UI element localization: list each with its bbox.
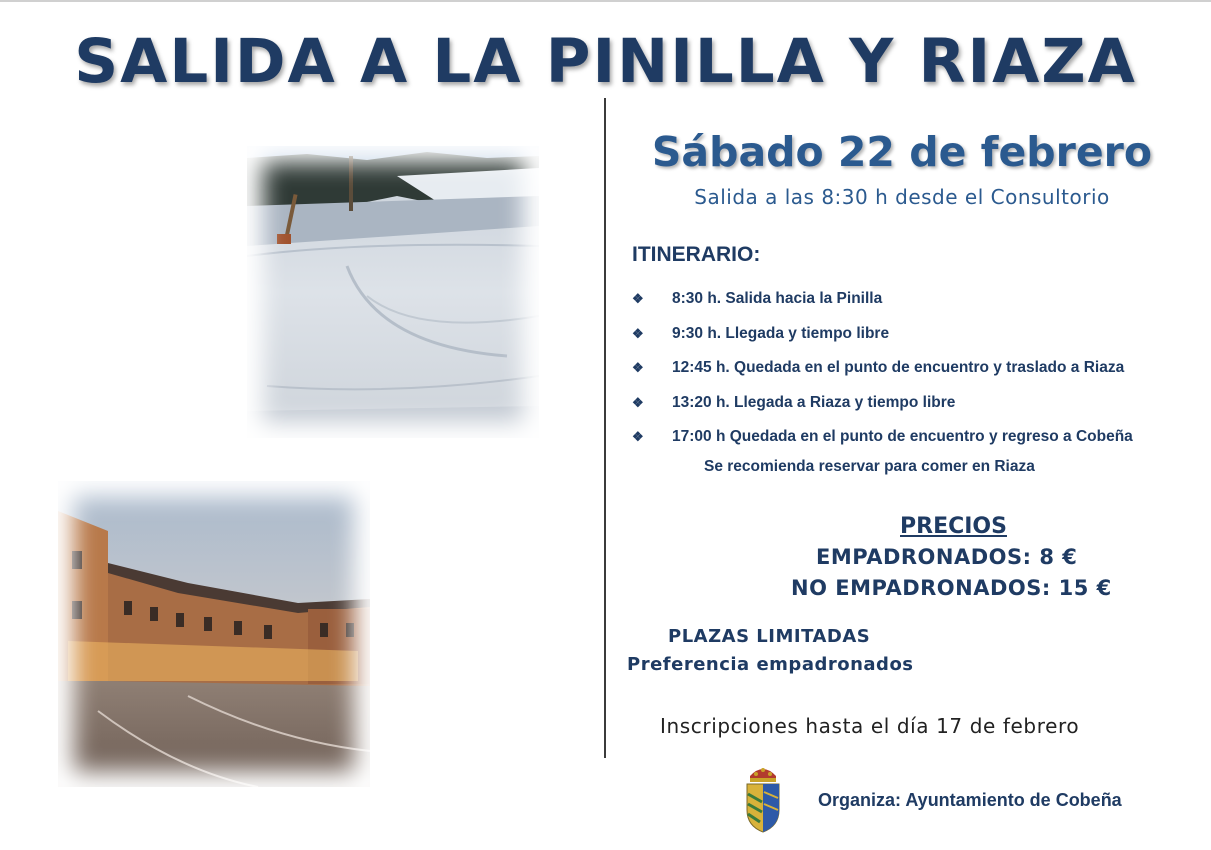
itinerary-item <box>632 386 1133 421</box>
diamond-bullet-icon: ❖ <box>632 325 644 341</box>
ski-slope-photo <box>247 146 539 438</box>
price-registered: EMPADRONADOS: 8 € <box>816 545 1078 569</box>
itinerary-item <box>632 351 1133 386</box>
organizer: Organiza: Ayuntamiento de Cobeña <box>818 790 1122 810</box>
itinerary-heading: ITINERARIO: <box>632 243 761 266</box>
itinerary-item <box>632 420 1133 455</box>
page-title: SALIDA A LA PINILLA Y RIAZA <box>74 26 1137 97</box>
diamond-bullet-icon: ❖ <box>632 429 644 445</box>
top-rule <box>0 0 1211 2</box>
itinerary-item <box>632 282 1133 317</box>
registration-deadline: Inscripciones hasta el día 17 de febrero <box>660 714 1080 738</box>
itinerary-item <box>632 317 1133 352</box>
itinerary-item-text: 9:30 h. Llegada y tiempo libre <box>672 324 890 342</box>
event-date: Sábado 22 de febrero <box>651 128 1153 176</box>
price-non-registered: NO EMPADRONADOS: 15 € <box>791 576 1112 600</box>
itinerary-item-text: 8:30 h. Salida hacia la Pinilla <box>672 290 883 308</box>
itinerary-item-text: 12:45 h. Quedada en el punto de encuentro y traslado a Riaza <box>672 359 1125 377</box>
town-square-photo <box>58 481 370 787</box>
diamond-bullet-icon: ❖ <box>632 291 644 307</box>
prices-heading: PRECIOS <box>900 514 1007 539</box>
coat-of-arms-icon <box>742 762 784 834</box>
diamond-bullet-icon: ❖ <box>632 360 644 376</box>
itinerary-list <box>632 282 1133 455</box>
limited-places: PLAZAS LIMITADAS <box>668 626 871 647</box>
places-preference: Preferencia empadronados <box>627 654 914 675</box>
lunch-recommendation: Se recomienda reservar para comer en Riaza <box>704 458 1035 475</box>
itinerary-item-text: 17:00 h Quedada en el punto de encuentro y regreso a Cobeña <box>672 428 1133 446</box>
departure-info: Salida a las 8:30 h desde el Consultorio <box>694 185 1110 209</box>
itinerary-item-text: 13:20 h. Llegada a Riaza y tiempo libre <box>672 393 956 411</box>
diamond-bullet-icon: ❖ <box>632 394 644 410</box>
